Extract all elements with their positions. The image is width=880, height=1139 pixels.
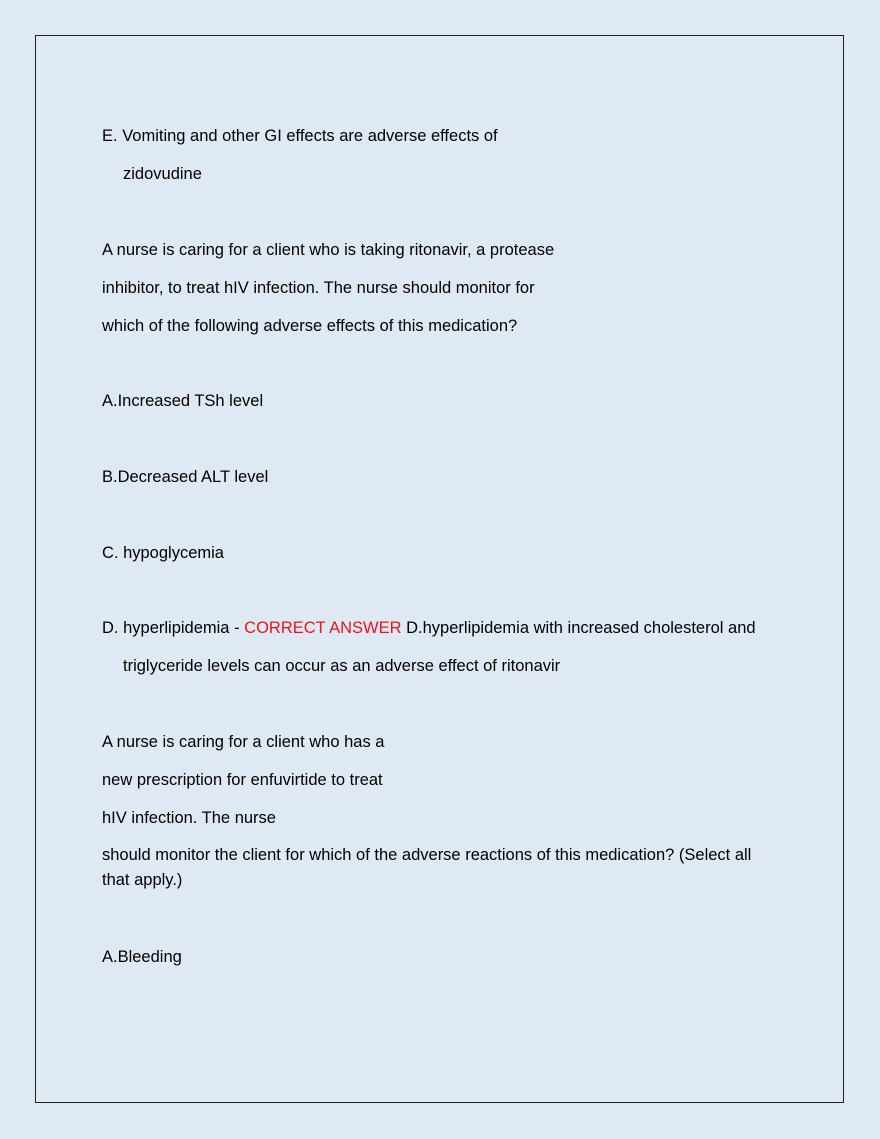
q2-option-d-text: hyperlipidemia - bbox=[123, 619, 245, 637]
q2-stem-line3: which of the following adverse effects of this medication? bbox=[102, 317, 518, 335]
q1-option-e-line1 bbox=[102, 125, 498, 147]
q2-option-d-rationale-1: D.hyperlipidemia with increased cholesterol and bbox=[401, 619, 756, 637]
q2-option-c: C. hypoglycemia bbox=[102, 544, 224, 562]
q2-option-d-rationale-2: triglyceride levels can occur as an adverse effect of ritonavir bbox=[123, 657, 561, 675]
q3-stem-line1: A nurse is caring for a client who has a bbox=[102, 733, 385, 751]
q1-option-e-letter: E. bbox=[102, 127, 118, 145]
q2-stem-line2: inhibitor, to treat hIV infection. The nurse should monitor for bbox=[102, 279, 535, 297]
q2-option-d-letter: D. bbox=[102, 619, 119, 637]
q3-option-a: A.Bleeding bbox=[102, 948, 182, 966]
q3-stem-line2: new prescription for enfuvirtide to treat bbox=[102, 771, 383, 789]
q3-stem-line4: should monitor the client for which of the adverse reactions of this medication? (Select all that apply.) bbox=[102, 846, 752, 889]
page-border bbox=[35, 35, 844, 1103]
q2-option-b: B.Decreased ALT level bbox=[102, 468, 269, 486]
q2-stem-line1: A nurse is caring for a client who is taking ritonavir, a protease bbox=[102, 241, 555, 259]
q2-option-a: A.Increased TSh level bbox=[102, 392, 264, 410]
q1-option-e-text: Vomiting and other GI effects are adverse effects of bbox=[122, 127, 498, 145]
q3-stem-line3: hIV infection. The nurse bbox=[102, 809, 276, 827]
q2-option-d bbox=[102, 617, 756, 639]
correct-answer-label: CORRECT ANSWER bbox=[244, 619, 402, 637]
q1-option-e-line2: zidovudine bbox=[123, 165, 202, 183]
